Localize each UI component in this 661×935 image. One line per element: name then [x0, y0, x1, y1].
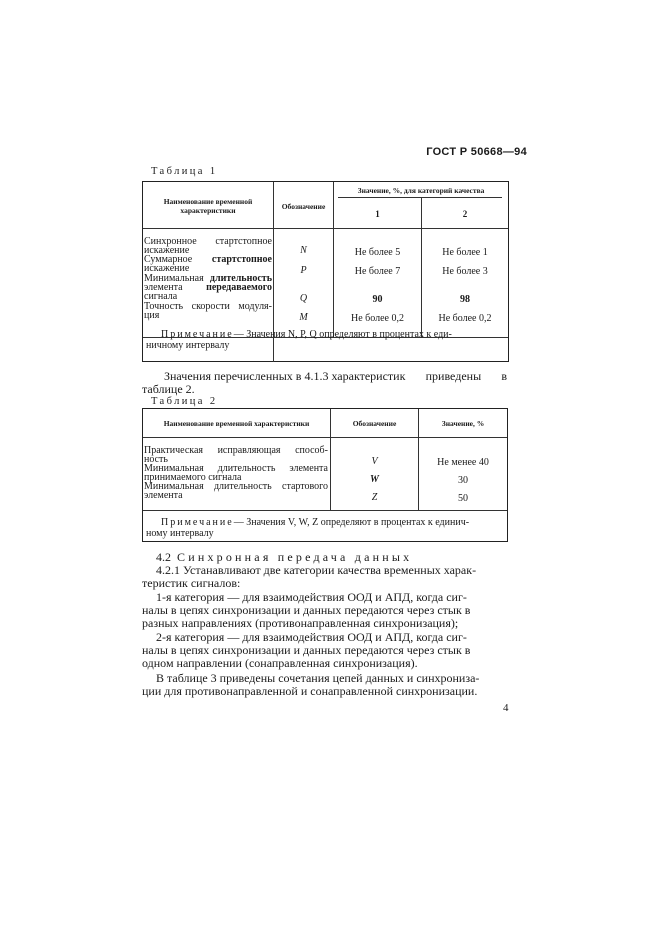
paragraph-line: теристик сигналов: — [142, 576, 241, 590]
row-symbol: Q — [299, 293, 308, 304]
word: искажение — [144, 245, 190, 256]
intro-table2-line1 — [164, 370, 507, 383]
word: длительность — [217, 463, 276, 474]
table1-note — [161, 329, 452, 340]
paragraph-line: В таблице 3 приведены сочетания цепей данных и синхрониза- — [156, 671, 480, 685]
paragraph-line: 1-я категория — для взаимодействия ООД и АПД, когда сиг- — [156, 590, 467, 604]
word: скорости — [191, 301, 230, 312]
paragraph-line: ции для противонаправленной и сонаправленной синхронизации. — [142, 684, 478, 698]
table1-header-rule — [143, 228, 508, 229]
table2-caption: Таблица 2 — [151, 396, 218, 407]
table2 — [142, 408, 508, 542]
row-value: 50 — [458, 493, 468, 504]
word: элемента — [289, 463, 328, 474]
table1-header-cat1: 1 — [375, 209, 380, 219]
word: передаваемого — [206, 282, 272, 293]
table1-note-cont: ничному интервалу — [146, 340, 230, 351]
word: Значения перечисленных в 4.1.3 характеристик — [164, 369, 406, 383]
table2-header-rule — [143, 437, 507, 438]
word: Минимальная — [144, 463, 204, 474]
row-value: 30 — [458, 475, 468, 486]
word: ность — [144, 454, 168, 465]
note-label: Примечание — [161, 329, 234, 340]
word: искажение — [144, 263, 190, 274]
table1-header-cat2: 2 — [462, 209, 468, 219]
table1-header-symbol: Обозначение — [281, 202, 326, 211]
row-value: Не менее 40 — [437, 457, 489, 468]
word: приведены — [425, 369, 482, 383]
table1-header-name — [143, 197, 273, 215]
note-text: — Значения N, P, Q определяют в процентах к еди- — [233, 329, 452, 340]
word: сигнала — [144, 291, 178, 302]
row-symbol: V — [371, 456, 378, 467]
table1-caption: Таблица 1 — [151, 166, 218, 177]
document-standard-id: ГОСТ Р 50668—94 — [426, 146, 527, 158]
row-symbol: W — [370, 474, 379, 485]
row-cat2-value: Не более 1 — [442, 247, 488, 258]
word: элемента — [144, 282, 183, 293]
table1-header-value-group: Значение, %, для категорий качества — [357, 186, 485, 195]
table2-note-cont: ному интервалу — [146, 528, 214, 539]
section-title: Синхронная передача данных — [177, 550, 413, 564]
word: Синхронное — [144, 236, 197, 247]
row-cat1-value: Не более 7 — [354, 266, 401, 277]
row-cat2-value: Не более 3 — [442, 266, 488, 277]
table1 — [142, 181, 509, 362]
row-name-line — [144, 491, 183, 500]
row-symbol: Z — [371, 492, 378, 503]
row-cat1-value: 90 — [372, 294, 383, 305]
row-name-line — [144, 311, 159, 320]
word: элемента — [144, 490, 183, 501]
word: стартстопное — [215, 236, 272, 247]
header-line: характеристики — [180, 206, 236, 215]
paragraph-line: 4.2.1 Устанавливают две категории качества временных харак- — [156, 563, 477, 577]
word: длительность — [209, 273, 272, 284]
word: Минимальная — [144, 273, 204, 284]
word: Суммарное — [144, 254, 193, 265]
word: стартстопное — [211, 254, 272, 265]
paragraph-line: одном направлении (сонаправленная синхронизация). — [142, 656, 418, 670]
row-cat1-value: Не более 5 — [354, 247, 401, 258]
word: принимаемого сигнала — [144, 472, 242, 483]
row-symbol: M — [299, 312, 308, 323]
note-text: — Значения V, W, Z определяют в процентах к единич- — [233, 517, 470, 528]
page-number: 4 — [503, 702, 509, 714]
word: Минимальная — [144, 481, 204, 492]
paragraph-line: разных направлениях (противонаправленная синхронизация); — [142, 616, 459, 630]
row-name-line — [144, 292, 177, 301]
paragraph-line: налы в цепях синхронизации и данных передаются через стык в — [142, 603, 471, 617]
word: ция — [144, 310, 160, 321]
word: в — [501, 369, 507, 383]
note-label: Примечание — [161, 517, 234, 528]
row-name-line — [144, 264, 189, 273]
table2-note-rule — [143, 510, 507, 511]
section-number: 4.2 — [156, 550, 171, 564]
word: исправляющая — [217, 445, 281, 456]
table1-subheader-rule — [338, 197, 502, 198]
row-symbol: N — [300, 245, 307, 256]
word: способ- — [295, 445, 328, 456]
row-name-line — [144, 446, 328, 455]
row-cat1-value: Не более 0,2 — [351, 313, 404, 324]
header-line: Наименование временной — [163, 197, 253, 206]
row-name-line — [144, 302, 272, 311]
row-cat2-value: 98 — [460, 294, 470, 305]
table2-header-value: Значение, % — [441, 419, 485, 428]
row-cat2-value: Не более 0,2 — [438, 313, 492, 324]
word: длительность — [213, 481, 272, 492]
word: Точность — [144, 301, 184, 312]
row-symbol: P — [300, 265, 307, 276]
table2-header-symbol: Обозначение — [352, 419, 397, 428]
word: стартового — [282, 481, 328, 492]
table2-note — [161, 517, 469, 528]
intro-table2-line2: таблице 2. — [142, 382, 195, 396]
table2-header-name: Наименование временной характеристики — [163, 419, 310, 428]
word: Практическая — [144, 445, 204, 456]
word: модуля- — [238, 301, 272, 312]
paragraph-line: 2-я категория — для взаимодействия ООД и АПД, когда сиг- — [156, 630, 467, 644]
paragraph-line: налы в цепях синхронизации и данных передаются через стык в — [142, 643, 471, 657]
